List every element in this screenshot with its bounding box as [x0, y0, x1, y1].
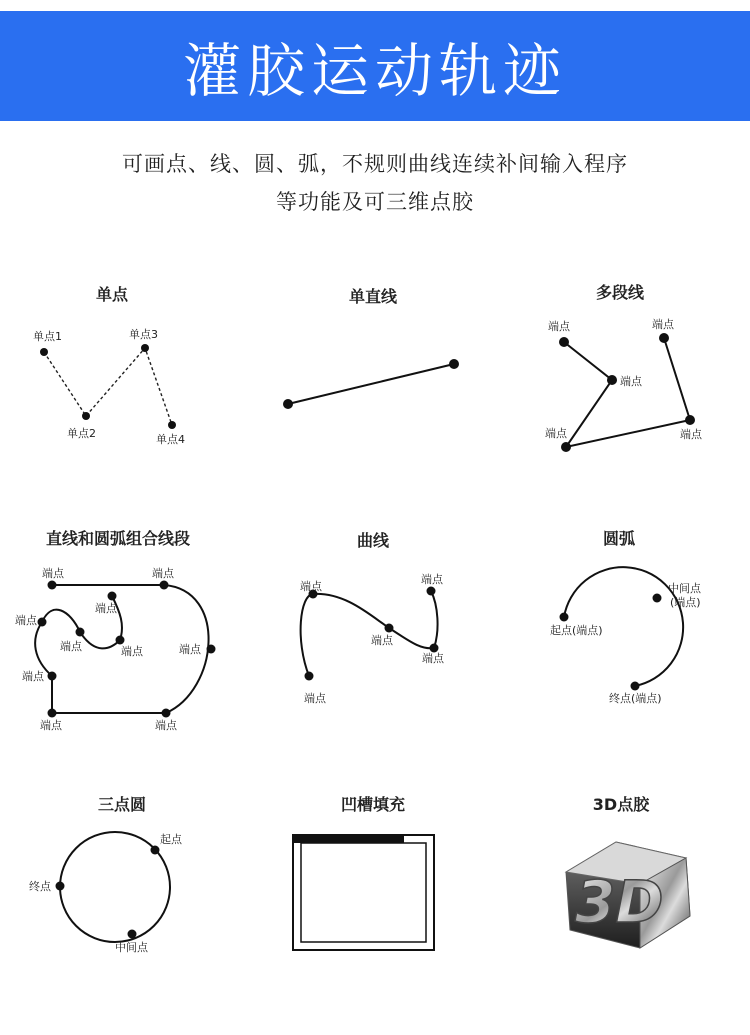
point-label: 端点 [42, 567, 64, 580]
point-label: 起点 [160, 833, 182, 846]
point-label: 端点 [421, 573, 443, 586]
point [385, 624, 394, 633]
point [82, 412, 90, 420]
point [48, 709, 57, 718]
point-label: 端点 [60, 640, 82, 653]
page-title: 灌胶运动轨迹 [182, 37, 567, 105]
point-label: 端点 [548, 320, 570, 333]
point-label: 端点 [371, 634, 393, 647]
point-label: 终点 [29, 880, 51, 893]
point [685, 415, 695, 425]
point-label: 端点 [422, 652, 444, 665]
point [560, 613, 569, 622]
point [160, 581, 169, 590]
point-label: 端点 [121, 645, 143, 658]
point-label: 端点 [300, 580, 322, 593]
point-label: 端点 [652, 318, 674, 331]
point [141, 344, 149, 352]
title-single-line: 单直线 [348, 287, 397, 306]
point [116, 636, 125, 645]
point-label: 端点 [22, 670, 44, 683]
diagram-groove-fill [293, 835, 434, 950]
title-line-arc-combo: 直线和圆弧组合线段 [45, 529, 190, 548]
point [108, 592, 117, 601]
3d-logo-text: 3D [575, 868, 664, 936]
curve-path [301, 591, 438, 676]
point-label: (端点) [670, 596, 701, 609]
point [653, 594, 662, 603]
point-label: 单点2 [67, 427, 96, 440]
point-label: 端点 [545, 427, 567, 440]
groove-outer [293, 835, 434, 950]
point [76, 628, 85, 637]
diagram-polyline [545, 317, 703, 452]
point [38, 618, 47, 627]
point-label: 单点1 [33, 330, 62, 343]
title-arc: 圆弧 [602, 529, 635, 548]
diagram-single-line [283, 359, 459, 409]
dashed-path [44, 348, 172, 425]
point [207, 645, 216, 654]
point [128, 930, 137, 939]
title-curve: 曲线 [356, 531, 389, 550]
polyline-path [564, 338, 690, 447]
diagram-line-arc-combo [15, 566, 216, 732]
point-label: 端点 [95, 602, 117, 615]
point-label: 终点(端点) [609, 692, 662, 705]
title-single-point: 单点 [95, 285, 128, 304]
intro-line-2: 等功能及可三维点胶 [276, 190, 474, 214]
title-groove-fill: 凹槽填充 [340, 795, 405, 814]
point [56, 882, 65, 891]
groove-inner [301, 843, 426, 942]
point [151, 846, 160, 855]
point-label: 端点 [179, 643, 201, 656]
line-segment [288, 364, 454, 404]
point-label: 端点 [620, 375, 642, 388]
title-polyline: 多段线 [595, 283, 644, 302]
point [305, 672, 314, 681]
intro-line-1: 可画点、线、圆、弧，不规则曲线连续补间输入程序 [122, 152, 628, 176]
point [631, 682, 640, 691]
point [561, 442, 571, 452]
diagram-three-point-circle [29, 832, 183, 954]
point [162, 709, 171, 718]
point [40, 348, 48, 356]
point [48, 672, 57, 681]
point [48, 581, 57, 590]
point-label: 端点 [304, 692, 326, 705]
point [427, 587, 436, 596]
point-label: 端点 [155, 719, 177, 732]
point [559, 337, 569, 347]
point [168, 421, 176, 429]
title-3d-dispensing: 3D点胶 [592, 795, 650, 814]
point [607, 375, 617, 385]
point-label: 中间点 [668, 582, 701, 595]
point-label: 端点 [152, 567, 174, 580]
point-label: 起点(端点) [550, 624, 603, 637]
point-label: 端点 [15, 614, 37, 627]
point [283, 399, 293, 409]
point-label: 中间点 [115, 941, 148, 954]
title-three-point-circle: 三点圆 [97, 795, 146, 814]
fill-progress [293, 835, 404, 843]
diagram-arc [550, 567, 702, 705]
3d-logo-icon [566, 842, 690, 948]
point [659, 333, 669, 343]
point [449, 359, 459, 369]
diagram-single-point [33, 327, 185, 446]
point-label: 单点3 [129, 328, 158, 341]
diagram-curve [300, 572, 445, 705]
point-label: 端点 [40, 719, 62, 732]
point-label: 端点 [680, 428, 702, 441]
point-label: 单点4 [156, 433, 185, 446]
